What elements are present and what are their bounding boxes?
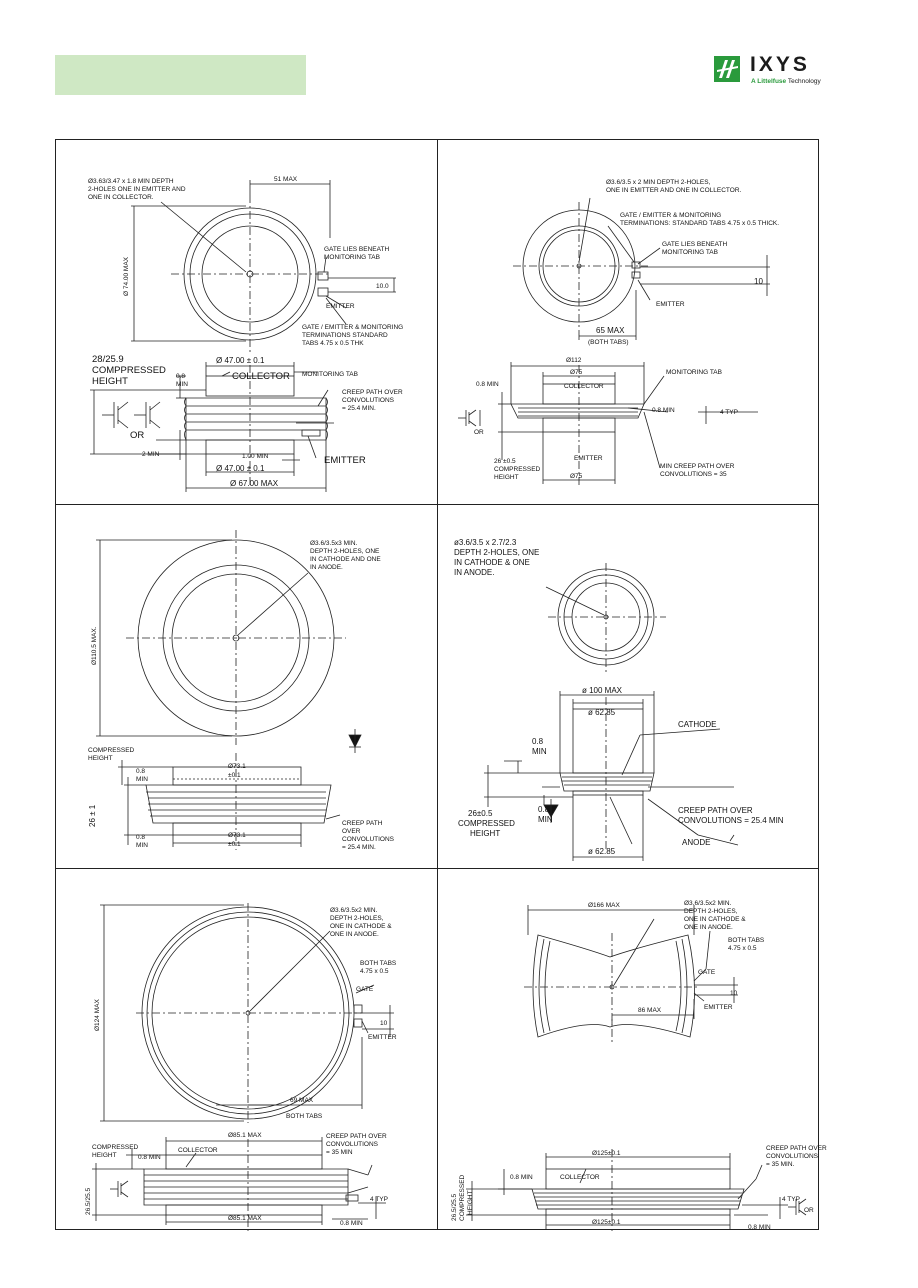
header-band: [55, 55, 306, 95]
svg-text:Ø3.6/3.5x2 MIN.DEPTH 2-HOLES,O: Ø3.6/3.5x2 MIN. DEPTH 2-HOLES, ONE IN CATHODE & ONE IN ANODE.: [330, 907, 392, 938]
svg-text:GATE: GATE: [698, 969, 716, 976]
svg-text:ANODE: ANODE: [682, 838, 711, 847]
svg-text:65 MAX: 65 MAX: [596, 326, 625, 335]
ixys-logo-icon: [714, 54, 742, 84]
svg-text:Ø75: Ø75: [570, 369, 583, 376]
svg-text:Ø125±0.1: Ø125±0.1: [592, 1150, 621, 1157]
svg-text:COLLECTOR: COLLECTOR: [560, 1174, 600, 1181]
svg-text:BOTH TABS: BOTH TABS: [286, 1113, 323, 1120]
diode-symbol-icon: [349, 729, 361, 753]
svg-text:2 MIN: 2 MIN: [142, 451, 160, 458]
svg-text:GATE / EMITTER & MONITORINGTER: GATE / EMITTER & MONITORING TERMINATIONS: STANDARD TABS 4.75 x 0.5 THICK.: [620, 212, 780, 227]
svg-text:0.8 MIN: 0.8 MIN: [476, 381, 499, 388]
svg-text:CATHODE: CATHODE: [678, 720, 717, 729]
svg-text:Ø 47.00 ± 0.1: Ø 47.00 ± 0.1: [216, 356, 265, 365]
svg-text:ø 62.85: ø 62.85: [588, 847, 616, 856]
igbt-symbol-icon: [110, 1181, 128, 1197]
svg-text:Ø3.6/3.5 x 2 MIN DEPTH 2-HOLES: Ø3.6/3.5 x 2 MIN DEPTH 2-HOLES, ONE IN EMITTER AND ONE IN COLLECTOR.: [606, 179, 742, 194]
svg-text:EMITTER: EMITTER: [656, 301, 685, 308]
svg-text:GATE LIES BENEATHMONITORING TA: GATE LIES BENEATH MONITORING TAB: [324, 246, 390, 261]
svg-text:GATE LIES BENEATHMONITORING TA: GATE LIES BENEATH MONITORING TAB: [662, 241, 728, 256]
svg-text:0.8MIN: 0.8 MIN: [136, 834, 148, 849]
svg-text:MONITORING TAB: MONITORING TAB: [666, 369, 722, 376]
svg-text:COMPRESSEDHEIGHT: COMPRESSED HEIGHT: [92, 1144, 139, 1159]
svg-text:COLLECTOR: COLLECTOR: [178, 1147, 218, 1154]
drawing-grid: [55, 139, 827, 1231]
svg-text:10.0: 10.0: [376, 283, 389, 290]
igbt-symbol-icon: [458, 410, 480, 426]
panel-igbt-74mm: [56, 140, 437, 504]
svg-text:0.8 MIN: 0.8 MIN: [340, 1220, 363, 1227]
panel-3-drawing: [56, 505, 437, 868]
svg-text:COMPRESSED: COMPRESSED: [459, 1174, 466, 1221]
svg-text:ø3.6/3.5 x 2.7/2.3DEPTH 2-HOLE: ø3.6/3.5 x 2.7/2.3 DEPTH 2-HOLES, ONE IN CATHODE & ONE IN ANODE.: [454, 538, 540, 577]
svg-text:0.8MIN: 0.8 MIN: [532, 737, 547, 756]
panel-2-drawing: [438, 140, 820, 504]
svg-text:COMPRESSEDHEIGHT: COMPRESSED HEIGHT: [88, 747, 135, 762]
svg-text:Ø73.1±0.1: Ø73.1 ±0.1: [228, 763, 246, 779]
ixys-logo: [714, 54, 834, 90]
svg-text:MIN CREEP PATH OVERCONVOLUTION: MIN CREEP PATH OVER CONVOLUTIONS = 35: [660, 463, 735, 478]
panel-diode-100mm: [438, 505, 820, 868]
svg-text:4 TYP: 4 TYP: [720, 409, 738, 416]
svg-text:Ø 67.00 MAX: Ø 67.00 MAX: [230, 479, 279, 488]
svg-text:26±0.5COMPRESSEDHEIGHT: 26±0.5 COMPRESSED HEIGHT: [458, 809, 515, 838]
svg-text:Ø3.63/3.47 x 1.8 MIN DEPTH2-HO: Ø3.63/3.47 x 1.8 MIN DEPTH 2-HOLES ONE IN EMITTER AND ONE IN COLLECTOR.: [88, 178, 186, 201]
svg-text:26.5/25.5: 26.5/25.5: [451, 1193, 458, 1221]
svg-text:0.8MIN: 0.8 MIN: [538, 805, 553, 824]
svg-text:EMITTER: EMITTER: [324, 455, 366, 466]
svg-text:Ø124 MAX: Ø124 MAX: [94, 999, 101, 1031]
svg-text:BOTH TABS4.75 x 0.5: BOTH TABS 4.75 x 0.5: [360, 960, 397, 975]
svg-text:CREEP PATHOVERCONVOLUTIONS= 25: CREEP PATH OVER CONVOLUTIONS = 25.4 MIN.: [342, 820, 395, 851]
svg-text:Ø112: Ø112: [566, 357, 582, 364]
svg-text:Ø 74.00 MAX: Ø 74.00 MAX: [123, 256, 130, 296]
svg-text:26 ± 1: 26 ± 1: [88, 804, 97, 827]
svg-text:CREEP PATH OVERCONVOLUTIONS= 3: CREEP PATH OVER CONVOLUTIONS = 35 MIN: [326, 1133, 387, 1156]
svg-text:ø 100 MAX: ø 100 MAX: [582, 686, 623, 695]
svg-text:Ø166 MAX: Ø166 MAX: [588, 902, 620, 909]
svg-text:69 MAX: 69 MAX: [290, 1097, 314, 1104]
logo-tagline: A Littelfuse Technology: [751, 78, 821, 85]
svg-text:GATE / EMITTER & MONITORINGTER: GATE / EMITTER & MONITORING TERMINATIONS STANDARD TABS 4.75 x 0.5 THK: [302, 324, 404, 347]
svg-text:Ø85.1 MAX: Ø85.1 MAX: [228, 1215, 262, 1222]
svg-text:0.8MIN: 0.8 MIN: [176, 373, 188, 388]
svg-text:10: 10: [754, 277, 763, 286]
svg-text:EMITTER: EMITTER: [704, 1004, 733, 1011]
svg-text:26.5/25.5: 26.5/25.5: [85, 1187, 92, 1215]
svg-text:4 TYP: 4 TYP: [782, 1196, 800, 1203]
svg-text:1.00 MIN: 1.00 MIN: [242, 453, 269, 460]
svg-text:Ø 47.00 ± 0.1: Ø 47.00 ± 0.1: [216, 464, 265, 473]
panel-1-drawing: [56, 140, 437, 504]
svg-text:0.8 MIN: 0.8 MIN: [138, 1154, 161, 1161]
svg-text:10: 10: [380, 1020, 388, 1027]
svg-text:GATE: GATE: [356, 986, 374, 993]
svg-text:0.8 MIN: 0.8 MIN: [748, 1224, 771, 1231]
svg-text:MONITORING TAB: MONITORING TAB: [302, 371, 358, 378]
svg-text:Ø125±0.1: Ø125±0.1: [592, 1219, 621, 1226]
svg-text:0.8MIN: 0.8 MIN: [136, 768, 148, 783]
svg-text:CREEP PATH OVERCONVOLUTIONS= 3: CREEP PATH OVER CONVOLUTIONS = 35 MIN.: [766, 1145, 827, 1168]
svg-text:CREEP PATH OVERCONVOLUTIONS= 2: CREEP PATH OVER CONVOLUTIONS = 25.4 MIN.: [342, 389, 403, 412]
svg-text:51 MAX: 51 MAX: [274, 176, 298, 183]
svg-text:Ø75: Ø75: [570, 473, 583, 480]
svg-text:0.8 MIN: 0.8 MIN: [510, 1174, 533, 1181]
panel-igbt-124mm: [56, 869, 437, 1231]
svg-text:EMITTER: EMITTER: [326, 303, 355, 310]
svg-text:BOTH TABS4.75 x 0.5: BOTH TABS 4.75 x 0.5: [728, 937, 765, 952]
svg-text:0.8 MIN: 0.8 MIN: [652, 407, 675, 414]
svg-text:26 ±0.5COMPRESSEDHEIGHT: 26 ±0.5 COMPRESSED HEIGHT: [494, 458, 541, 481]
panel-igbt-166mm: [438, 869, 827, 1231]
svg-text:OR: OR: [130, 430, 145, 441]
svg-text:Ø3.6/3.5x3 MIN.DEPTH 2-HOLES,: Ø3.6/3.5x3 MIN. DEPTH 2-HOLES, ONE IN CATHODE AND ONE IN ANODE.: [310, 540, 381, 571]
svg-text:(BOTH TABS): (BOTH TABS): [588, 339, 629, 346]
svg-text:OR: OR: [474, 429, 484, 436]
igbt-symbol-icon: [102, 402, 160, 428]
logo-name: IXYS: [750, 53, 810, 76]
svg-text:Ø73.1±0.1: Ø73.1 ±0.1: [228, 832, 246, 848]
panel-6-drawing: [438, 869, 827, 1231]
svg-text:86 MAX: 86 MAX: [638, 1007, 662, 1014]
panel-igbt-112mm: [438, 140, 820, 504]
svg-text:Ø110.5 MAX.: Ø110.5 MAX.: [91, 626, 98, 665]
svg-text:4 TYP: 4 TYP: [370, 1196, 388, 1203]
panel-4-drawing: [438, 505, 820, 868]
svg-text:COLLECTOR: COLLECTOR: [232, 371, 290, 382]
svg-text:EMITTER: EMITTER: [574, 455, 603, 462]
svg-text:OR: OR: [804, 1207, 814, 1214]
svg-text:ø 62.85: ø 62.85: [588, 708, 616, 717]
svg-text:COLLECTOR: COLLECTOR: [564, 383, 604, 390]
svg-text:28/25.9COMPPRESSEDHEIGHT: 28/25.9 COMPPRESSED HEIGHT: [92, 354, 166, 387]
svg-text:Ø85.1 MAX: Ø85.1 MAX: [228, 1132, 262, 1139]
panel-5-drawing: [56, 869, 437, 1231]
svg-text:10: 10: [730, 990, 738, 997]
svg-text:HEIGHT: HEIGHT: [467, 1190, 474, 1215]
svg-text:Ø3.6/3.5x2 MIN.DEPTH 2-HOLES,O: Ø3.6/3.5x2 MIN. DEPTH 2-HOLES, ONE IN CATHODE & ONE IN ANODE.: [684, 900, 746, 931]
svg-text:CREEP PATH OVERCONVOLUTIONS =: CREEP PATH OVER CONVOLUTIONS = 25.4 MIN: [678, 806, 784, 825]
panel-diode-110mm: [56, 505, 437, 868]
svg-text:EMITTER: EMITTER: [368, 1034, 397, 1041]
